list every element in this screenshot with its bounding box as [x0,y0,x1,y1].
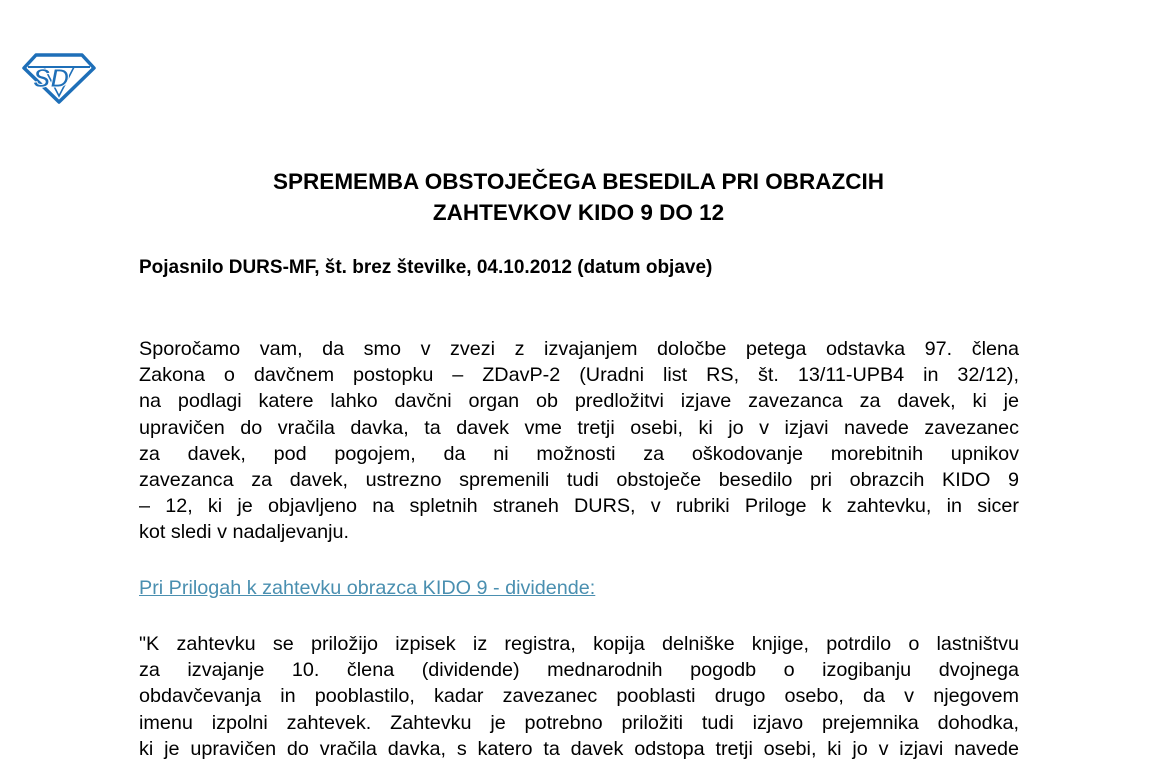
paragraph-line: ki je upravičen do vračila davka, s katero ta davek odstopa tretji osebi, ki jo v izjavi navede [139,737,1019,760]
paragraph-line: za izvajanje 10. člena (dividende) mednarodnih pogodb o izogibanju dvojnega [139,659,1019,682]
document-title-line-1: SPREMEMBA OBSTOJEČEGA BESEDILA PRI OBRAZCIH [273,169,884,194]
paragraph-line: Zakona o davčnem postopku – ZDavP-2 (Uradni list RS, št. 13/11-UPB4 in 32/12), [139,364,1019,387]
intro-paragraph [139,336,1019,546]
paragraph-line: Sporočamo vam, da smo v zvezi z izvajanjem določbe petega odstavka 97. člena [139,338,1019,360]
sd-logo-icon [22,52,96,104]
paragraph-line: upravičen do vračila davka, ta davek vme tretji osebi, ki jo v izjavi navede zavezanec [139,416,1019,439]
paragraph-line: imenu izpolni zahtevek. Zahtevku je potrebno priložiti tudi izjavo prejemnika dohodka, [139,711,1019,734]
document-title-line-2: ZAHTEVKOV KIDO 9 DO 12 [432,200,725,225]
kido9-paragraph [139,631,1019,762]
document-subtitle: Pojasnilo DURS-MF, št. brez številke, 04.10.2012 (datum objave) [139,257,713,278]
paragraph-line: – 12, ki je objavljeno na spletnih straneh DURS, v rubriki Priloge k zahtevku, in sicer [139,495,1019,518]
paragraph-line: "K zahtevku se priložijo izpisek iz registra, kopija delniške knjige, potrdilo o lastništvu [139,633,1019,655]
paragraph-line: kot sledi v nadaljevanju. [139,521,350,544]
logo-letters: SD [33,63,70,93]
paragraph-line: obdavčevanja in pooblastilo, kadar zavezanec pooblasti drugo osebo, da v njegovem [139,685,1019,708]
kido9-section-link[interactable]: Pri Prilogah k zahtevku obrazca KIDO 9 - dividende: [139,577,596,599]
paragraph-line: na podlagi katere lahko davčni organ ob predložitvi izjave zavezanca za davek, ki je [139,390,1019,413]
paragraph-line: zavezanca za davek, ustrezno spremenili tudi obstoječe besedilo pri obrazcih KIDO 9 [139,468,1019,491]
paragraph-line: za davek, pod pogojem, da ni možnosti za oškodovanje morebitnih upnikov [139,442,1019,465]
